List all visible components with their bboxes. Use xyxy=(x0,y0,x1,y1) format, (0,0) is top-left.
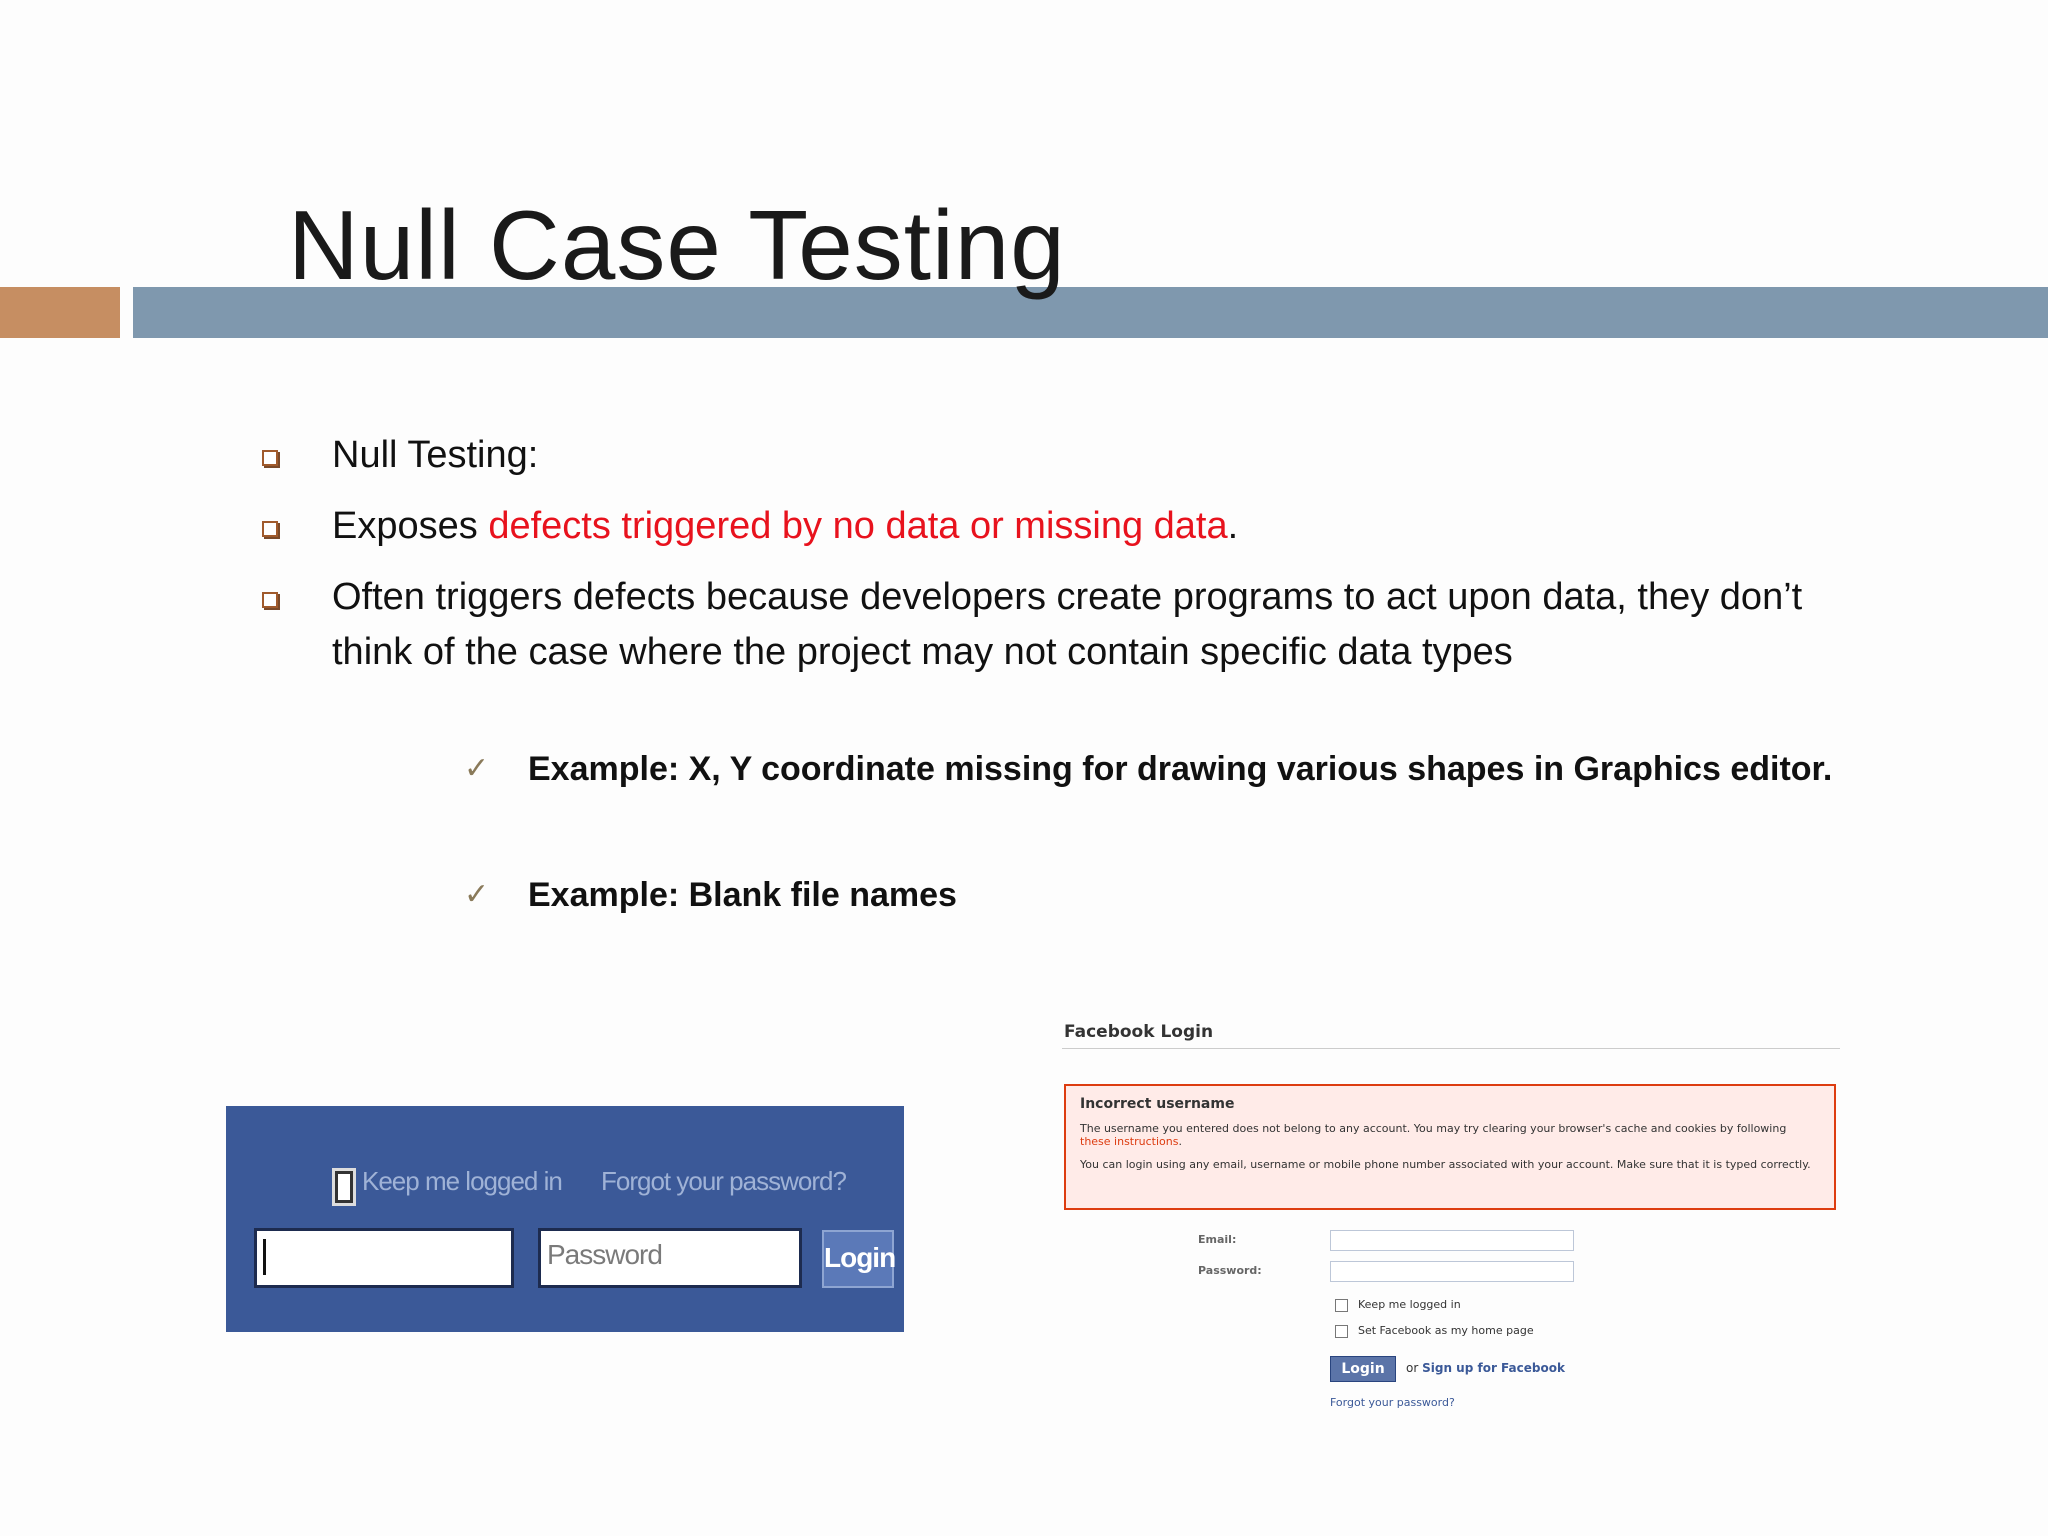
home-page-label: Set Facebook as my home page xyxy=(1358,1324,1534,1337)
error-message xyxy=(1080,1122,1820,1148)
bullet-item xyxy=(258,499,1858,554)
fb-forgot-password-link[interactable]: Forgot your password? xyxy=(1330,1396,1455,1409)
bullet-highlight: defects triggered by no data or missing data xyxy=(488,505,1228,547)
instructions-link[interactable]: these instructions xyxy=(1080,1135,1179,1148)
email-label: Email: xyxy=(1198,1233,1237,1246)
signup-line xyxy=(1406,1361,1565,1375)
square-bullet-icon xyxy=(262,592,278,608)
square-bullet-icon xyxy=(262,450,278,466)
error-hint: You can login using any email, username or mobile phone number associated with your account. Make sure that it is typed correctly. xyxy=(1080,1158,1811,1171)
example-text: Example: X, Y coordinate missing for drawing various shapes in Graphics editor. xyxy=(528,750,1833,788)
username-input[interactable] xyxy=(254,1228,514,1288)
bullet-item xyxy=(258,570,1858,680)
bullet-text: Often triggers defects because developers create programs to act upon data, they don’t think of the case where the project may not contain specific data types xyxy=(332,576,1803,673)
example-list xyxy=(460,745,1860,919)
slide-title: Null Case Testing xyxy=(288,190,1066,300)
forgot-password-link[interactable]: Forgot your password? xyxy=(601,1166,846,1196)
error-message-end: . xyxy=(1178,1135,1182,1148)
text-caret xyxy=(263,1239,266,1275)
bullet-text: Null Testing: xyxy=(332,434,539,476)
title-accent-bar xyxy=(0,287,120,338)
bullet-text-prefix: Exposes xyxy=(332,505,489,547)
keep-logged-in-label: Keep me logged in xyxy=(362,1166,562,1196)
or-text: or xyxy=(1406,1361,1419,1375)
keep-logged-in-checkbox[interactable] xyxy=(1335,1299,1348,1312)
checkmark-icon: ✓ xyxy=(464,878,490,911)
error-box xyxy=(1064,1084,1836,1210)
facebook-login-screenshot xyxy=(1062,1016,1842,1436)
keep-logged-in-checkbox[interactable] xyxy=(332,1168,356,1206)
example-item xyxy=(460,871,1860,919)
error-message-text: The username you entered does not belong to any account. You may try clearing your browser's cache and cookies by following xyxy=(1080,1122,1787,1135)
bullet-list xyxy=(258,428,1858,696)
example-text: Example: Blank file names xyxy=(528,876,957,914)
error-heading: Incorrect username xyxy=(1080,1096,1235,1112)
home-page-checkbox[interactable] xyxy=(1335,1325,1348,1338)
fb-page-title: Facebook Login xyxy=(1064,1022,1214,1042)
password-field[interactable] xyxy=(1330,1261,1574,1282)
example-item xyxy=(460,745,1860,793)
email-field[interactable] xyxy=(1330,1230,1574,1251)
login-button[interactable]: Login xyxy=(822,1230,894,1288)
password-input[interactable]: Password xyxy=(538,1228,802,1288)
keep-logged-in-label: Keep me logged in xyxy=(1358,1298,1461,1311)
divider xyxy=(1062,1048,1840,1049)
fb-login-button[interactable]: Login xyxy=(1330,1356,1396,1382)
bullet-text-suffix: . xyxy=(1227,505,1239,547)
password-label: Password: xyxy=(1198,1264,1262,1277)
checkmark-icon: ✓ xyxy=(464,752,490,785)
blue-login-panel xyxy=(226,1106,904,1332)
bullet-item xyxy=(258,428,1858,483)
square-bullet-icon xyxy=(262,521,278,537)
signup-link[interactable]: Sign up for Facebook xyxy=(1422,1361,1565,1375)
